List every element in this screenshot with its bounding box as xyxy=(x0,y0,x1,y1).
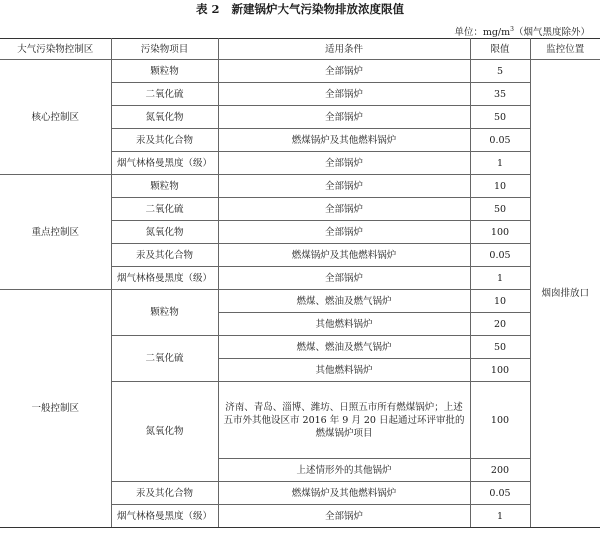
limit-cell: 50 xyxy=(470,198,530,221)
pollutant-cell: 二氧化硫 xyxy=(111,198,218,221)
limit-cell: 0.05 xyxy=(470,482,530,505)
condition-cell: 其他燃料锅炉 xyxy=(218,359,470,382)
limit-cell: 35 xyxy=(470,83,530,106)
pollutant-cell: 氮氧化物 xyxy=(111,221,218,244)
table-number: 表 2 xyxy=(195,2,220,16)
condition-cell: 全部锅炉 xyxy=(218,175,470,198)
monitor-location-cell: 烟囱排放口 xyxy=(530,60,600,528)
header-monitor-location: 监控位置 xyxy=(530,39,600,60)
pollutant-cell: 汞及其化合物 xyxy=(111,244,218,267)
condition-cell: 上述情形外的其他锅炉 xyxy=(218,459,470,482)
limit-cell: 50 xyxy=(470,106,530,129)
limit-cell: 1 xyxy=(470,152,530,175)
condition-cell: 全部锅炉 xyxy=(218,505,470,528)
condition-cell: 全部锅炉 xyxy=(218,60,470,83)
header-condition: 适用条件 xyxy=(218,39,470,60)
table-row xyxy=(0,175,600,198)
pollutant-cell: 汞及其化合物 xyxy=(111,129,218,152)
condition-cell: 全部锅炉 xyxy=(218,152,470,175)
pollutant-cell: 颗粒物 xyxy=(111,60,218,83)
condition-cell: 全部锅炉 xyxy=(218,221,470,244)
condition-cell: 燃煤锅炉及其他燃料锅炉 xyxy=(218,129,470,152)
pollutant-cell: 烟气林格曼黑度（级） xyxy=(111,505,218,528)
limit-cell: 100 xyxy=(470,221,530,244)
condition-cell: 全部锅炉 xyxy=(218,198,470,221)
condition-cell: 全部锅炉 xyxy=(218,83,470,106)
header-pollutant: 污染物项目 xyxy=(111,39,218,60)
table-title-text: 新建锅炉大气污染物排放浓度限值 xyxy=(231,2,404,16)
pollutant-cell: 烟气林格曼黑度（级） xyxy=(111,267,218,290)
pollutant-cell: 汞及其化合物 xyxy=(111,482,218,505)
pollutant-cell: 颗粒物 xyxy=(111,290,218,336)
pollutant-cell: 二氧化硫 xyxy=(111,336,218,382)
pollutant-cell: 烟气林格曼黑度（级） xyxy=(111,152,218,175)
limit-cell: 100 xyxy=(470,359,530,382)
limit-cell: 1 xyxy=(470,505,530,528)
condition-cell: 济南、青岛、淄博、潍坊、日照五市所有燃煤锅炉；上述五市外其他设区市 2016 年 9 月 20 日起通过环评审批的燃煤锅炉项目 xyxy=(218,382,470,459)
header-limit: 限值 xyxy=(470,39,530,60)
limit-cell: 0.05 xyxy=(470,244,530,267)
condition-cell: 全部锅炉 xyxy=(218,106,470,129)
zone-name: 核心控制区 xyxy=(0,60,111,175)
unit-note: 单位：$mg/m^3$（烟气黑度除外） xyxy=(454,26,590,39)
condition-cell: 燃煤、燃油及燃气锅炉 xyxy=(218,290,470,313)
limit-cell: 1 xyxy=(470,267,530,290)
limit-cell: 5 xyxy=(470,60,530,83)
limit-cell: 0.05 xyxy=(470,129,530,152)
limit-cell: 200 xyxy=(470,459,530,482)
condition-cell: 燃煤锅炉及其他燃料锅炉 xyxy=(218,482,470,505)
limit-cell: 20 xyxy=(470,313,530,336)
limit-cell: 100 xyxy=(470,382,530,459)
condition-cell: 其他燃料锅炉 xyxy=(218,313,470,336)
header-control-zone: 大气污染物控制区 xyxy=(0,39,111,60)
emission-limits-table xyxy=(0,38,600,528)
limit-cell: 10 xyxy=(470,290,530,313)
table-row xyxy=(0,290,600,313)
zone-name: 一般控制区 xyxy=(0,290,111,528)
pollutant-cell: 氮氧化物 xyxy=(111,106,218,129)
pollutant-cell: 二氧化硫 xyxy=(111,83,218,106)
condition-cell: 燃煤锅炉及其他燃料锅炉 xyxy=(218,244,470,267)
limit-cell: 10 xyxy=(470,175,530,198)
pollutant-cell: 氮氧化物 xyxy=(111,382,218,482)
zone-name: 重点控制区 xyxy=(0,175,111,290)
condition-cell: 全部锅炉 xyxy=(218,267,470,290)
table-title xyxy=(0,0,600,18)
header-row xyxy=(0,39,600,60)
limit-cell: 50 xyxy=(470,336,530,359)
table-row xyxy=(0,60,600,83)
pollutant-cell: 颗粒物 xyxy=(111,175,218,198)
condition-cell: 燃煤、燃油及燃气锅炉 xyxy=(218,336,470,359)
